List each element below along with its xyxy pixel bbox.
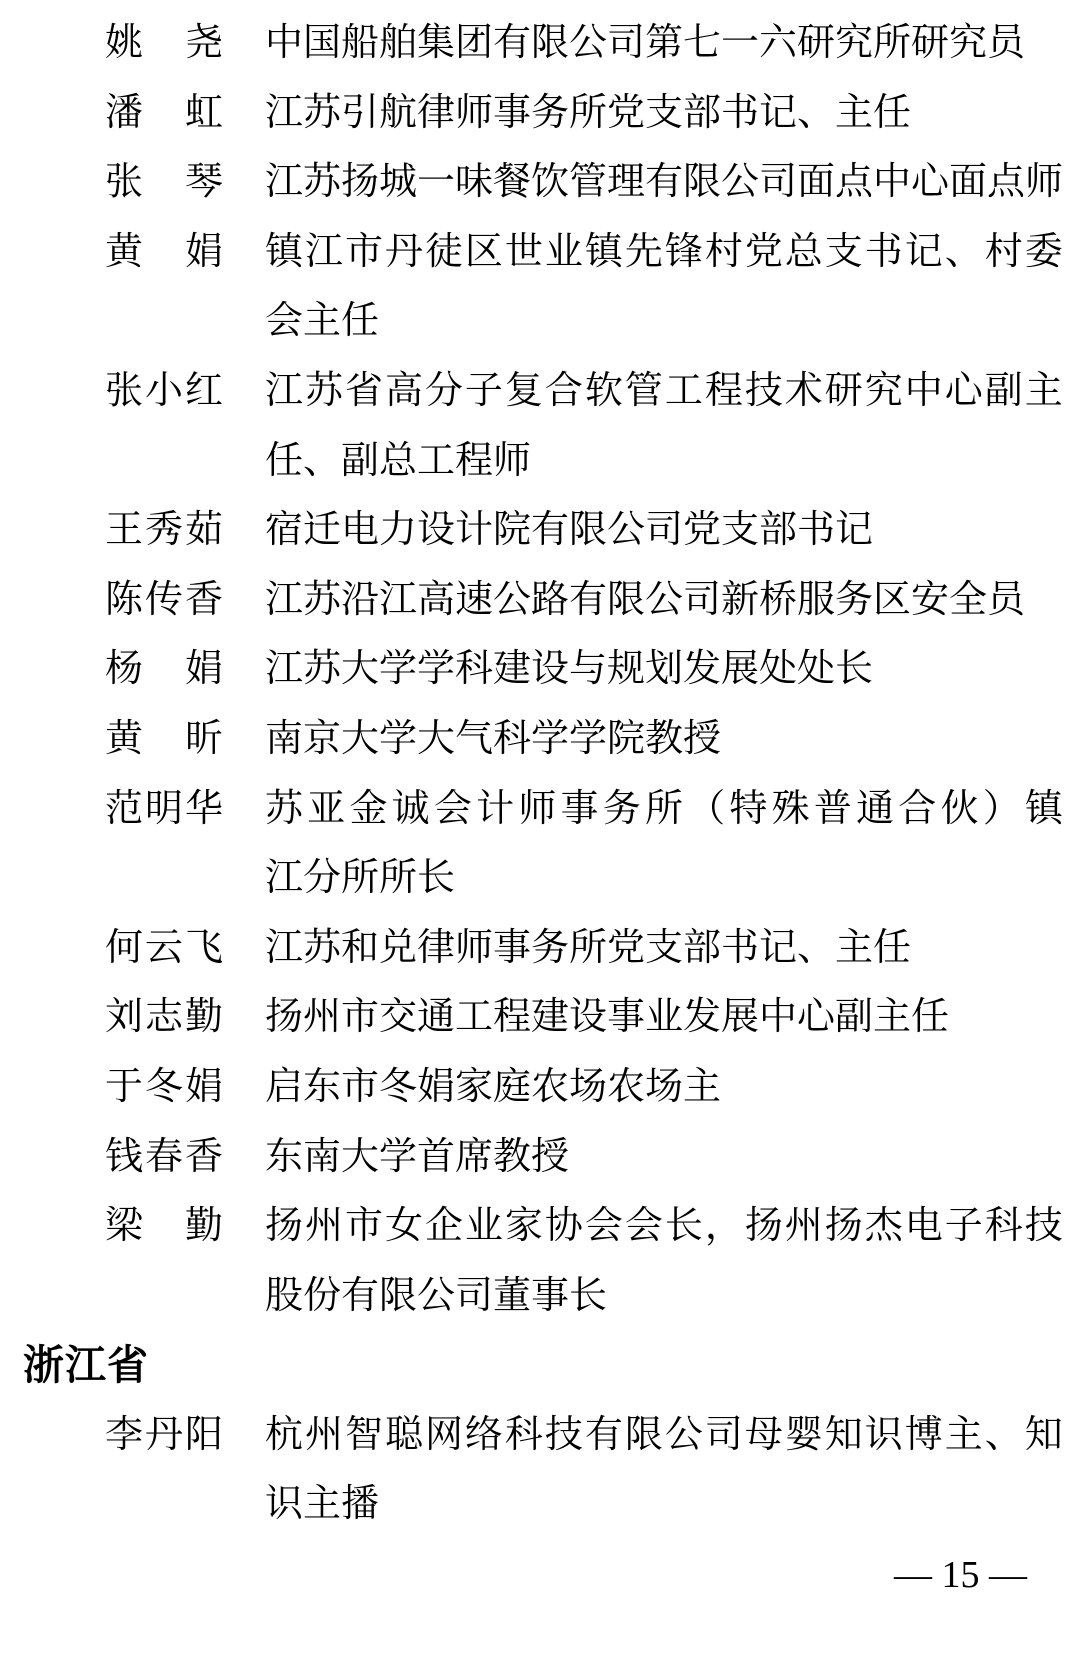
honoree-row bbox=[0, 148, 1080, 218]
honoree-title bbox=[265, 705, 1063, 775]
title-line: 杭 州 智 聪 网 络 科 技 有 限 公 司 母 婴 知 识 博 主 、 知 bbox=[265, 1413, 1063, 1456]
title-line: 扬州市交通工程建设事业发展中心副主任 bbox=[265, 996, 950, 1039]
honoree-name: 于 冬 娟 bbox=[105, 1065, 223, 1108]
honoree-name: 王 秀 茹 bbox=[105, 509, 223, 552]
honoree-list bbox=[0, 9, 1080, 1540]
honoree-row bbox=[0, 1192, 1080, 1331]
title-line: 中国船舶集团有限公司第七一六研究所研究员 bbox=[265, 22, 1026, 64]
honoree-title bbox=[265, 1053, 1063, 1123]
title-line: 镇 江 市 丹 徒 区 世 业 镇 先 锋 村 党 总 支 书 记 、 村 委 bbox=[265, 230, 1063, 273]
honoree-name: 张 琴 bbox=[105, 161, 223, 204]
honoree-name: 潘 虹 bbox=[105, 91, 223, 134]
honoree-title bbox=[265, 983, 1063, 1053]
honoree-name: 张 小 红 bbox=[105, 369, 223, 412]
honoree-name: 黄 昕 bbox=[105, 717, 223, 760]
honoree-row bbox=[0, 9, 1080, 79]
title-line: 江苏引航律师事务所党支部书记、主任 bbox=[265, 91, 912, 134]
title-line: 识主播 bbox=[265, 1483, 380, 1526]
title-line: 宿迁电力设计院有限公司党支部书记 bbox=[265, 509, 874, 552]
honoree-row bbox=[0, 79, 1080, 149]
honoree-name: 何 云 飞 bbox=[105, 926, 223, 969]
honoree-name: 陈 传 香 bbox=[105, 578, 223, 621]
honoree-name: 姚 尧 bbox=[105, 22, 223, 64]
honoree-name: 杨 娟 bbox=[105, 648, 223, 691]
title-line: 南京大学大气科学学院教授 bbox=[265, 717, 722, 760]
honoree-row bbox=[0, 496, 1080, 566]
honoree-row bbox=[0, 566, 1080, 636]
honoree-row bbox=[0, 357, 1080, 496]
honoree-title bbox=[265, 496, 1063, 566]
honoree-name: 李 丹 阳 bbox=[105, 1413, 223, 1456]
title-line: 江苏和兑律师事务所党支部书记、主任 bbox=[265, 926, 912, 969]
honoree-row bbox=[0, 983, 1080, 1053]
honoree-row bbox=[0, 1401, 1080, 1540]
honoree-row bbox=[0, 1123, 1080, 1193]
title-line: 江苏大学学科建设与规划发展处处长 bbox=[265, 648, 874, 691]
title-line: 股份有限公司董事长 bbox=[265, 1274, 608, 1317]
honoree-title bbox=[265, 914, 1063, 984]
title-line: 任、副总工程师 bbox=[265, 439, 532, 482]
honoree-name: 梁 勤 bbox=[105, 1205, 223, 1248]
title-line: 会主任 bbox=[265, 300, 380, 343]
honoree-row bbox=[0, 914, 1080, 984]
honoree-row bbox=[0, 1053, 1080, 1123]
honoree-row bbox=[0, 218, 1080, 357]
honoree-title bbox=[265, 635, 1063, 705]
honoree-title bbox=[265, 357, 1063, 496]
honoree-title bbox=[265, 1123, 1063, 1193]
title-line: 启东市冬娟家庭农场农场主 bbox=[265, 1065, 722, 1108]
province-section-header: 浙江省 bbox=[23, 1342, 149, 1389]
honoree-title bbox=[265, 9, 1063, 79]
title-line: 江苏沿江高速公路有限公司新桥服务区安全员 bbox=[265, 578, 1026, 621]
honoree-row bbox=[0, 775, 1080, 914]
page-number: — 15 — bbox=[894, 1554, 1027, 1597]
title-line: 东南大学首席教授 bbox=[265, 1135, 570, 1178]
honoree-title bbox=[265, 566, 1063, 636]
honoree-name: 钱 春 香 bbox=[105, 1135, 223, 1178]
title-line: 江分所所长 bbox=[265, 857, 456, 900]
honoree-title bbox=[265, 1192, 1063, 1331]
title-line: 江 苏 省 高 分 子 复 合 软 管 工 程 技 术 研 究 中 心 副 主 bbox=[265, 369, 1063, 412]
honoree-title bbox=[265, 148, 1063, 218]
honoree-row bbox=[0, 635, 1080, 705]
title-line: 扬 州 市 女 企 业 家 协 会 会 长 ， 扬 州 扬 杰 电 子 科 技 bbox=[265, 1205, 1063, 1248]
honoree-name: 黄 娟 bbox=[105, 230, 223, 273]
honoree-name: 刘 志 勤 bbox=[105, 996, 223, 1039]
honoree-title bbox=[265, 79, 1063, 149]
honoree-name: 范 明 华 bbox=[105, 787, 223, 830]
title-line: 苏 亚 金 诚 会 计 师 事 务 所 （ 特 殊 普 通 合 伙 ） 镇 bbox=[265, 787, 1063, 830]
honoree-title bbox=[265, 775, 1063, 914]
honoree-row bbox=[0, 705, 1080, 775]
honoree-title bbox=[265, 1401, 1063, 1540]
title-line: 江苏扬城一味餐饮管理有限公司面点中心面点师 bbox=[265, 161, 1064, 204]
honoree-title bbox=[265, 218, 1063, 357]
